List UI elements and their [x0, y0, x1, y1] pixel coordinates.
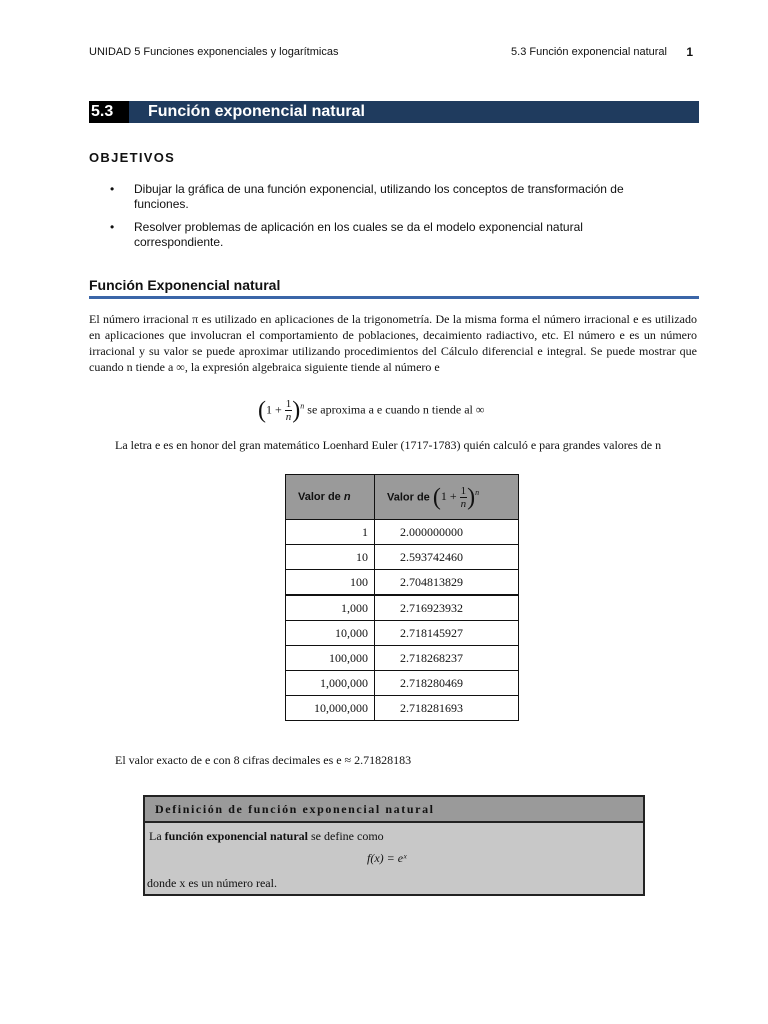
- definition-title: Definición de función exponencial natural: [145, 797, 643, 823]
- table-row: 1 2.000000000: [286, 520, 519, 545]
- table-row: 1,000,000 2.718280469: [286, 671, 519, 696]
- table-row: 10 2.593742460: [286, 545, 519, 570]
- table-row: 10,000 2.718145927: [286, 621, 519, 646]
- limit-text: se aproxima a e cuando n tiende al ∞: [307, 402, 485, 417]
- table-row: 10,000,000 2.718281693: [286, 696, 519, 721]
- e-approximation-table: [285, 474, 519, 721]
- euler-paragraph: La letra e es en honor del gran matemático Loenhard Euler (1717-1783) quién calculó e para grandes valores de n: [115, 438, 662, 452]
- subsection-rule: [89, 296, 699, 299]
- table-header-expression: Valor de (1 + $\frac{1}{n}$ )$^n$: [375, 475, 519, 520]
- header-section: 5.3 Función exponencial natural: [511, 46, 667, 58]
- fraction: $\frac{1}{n}$: [285, 398, 292, 423]
- objectives-heading: OBJETIVOS: [89, 150, 176, 165]
- bullet-icon: •: [110, 220, 115, 234]
- exact-value-sentence: El valor exacto de e con 8 cifras decimales es e ≈ 2.71828183: [115, 753, 412, 767]
- running-header: [89, 46, 693, 62]
- table-row: 100,000 2.718268237: [286, 646, 519, 671]
- header-unit: UNIDAD 5 Funciones exponenciales y logarítmicas: [89, 46, 339, 58]
- page-number: 1: [686, 45, 693, 59]
- bullet-icon: •: [110, 182, 115, 196]
- subsection-heading: Función Exponencial natural: [89, 277, 281, 293]
- table-row: 100 2.704813829: [286, 570, 519, 596]
- objectives-list: [89, 182, 669, 258]
- table-header-n: Valor de n: [286, 475, 375, 520]
- definition-line: La función exponencial natural se define como: [149, 829, 384, 843]
- table-row: 1,000 2.716923932: [286, 595, 519, 621]
- section-title-bar: [89, 101, 699, 123]
- definition-box: [143, 795, 645, 896]
- objective-item: • Resolver problemas de aplicación en los cuales se da el modelo exponencial natural correspondiente.: [110, 220, 583, 249]
- definition-formula: f(x) = eˣ: [367, 851, 407, 865]
- intro-paragraph: El número irracional π es utilizado en aplicaciones de la trigonometría. De la misma forma el número irracional e es utilizado en aplicaciones que involucran el comportamiento de poblaciones, decaimiento radiactivo, etc. El número e es un número irracional y su valor se puede aproximar utilizando procedimientos del Cálculo diferencial e integral. Se puede mostrar que cuando n tiende a ∞, la expresión algebraica siguiente tiende al número e: [89, 312, 697, 374]
- definition-note: donde x es un número real.: [147, 876, 277, 890]
- section-title: Función exponencial natural: [148, 103, 365, 120]
- section-number: 5.3: [89, 101, 129, 123]
- limit-formula: (1 + $\frac{1}{n}$ )$^n$ se aproxima a e cuando n tiende al ∞: [258, 397, 485, 424]
- objective-item: • Dibujar la gráfica de una función exponencial, utilizando los conceptos de transformación de funciones.: [110, 182, 624, 211]
